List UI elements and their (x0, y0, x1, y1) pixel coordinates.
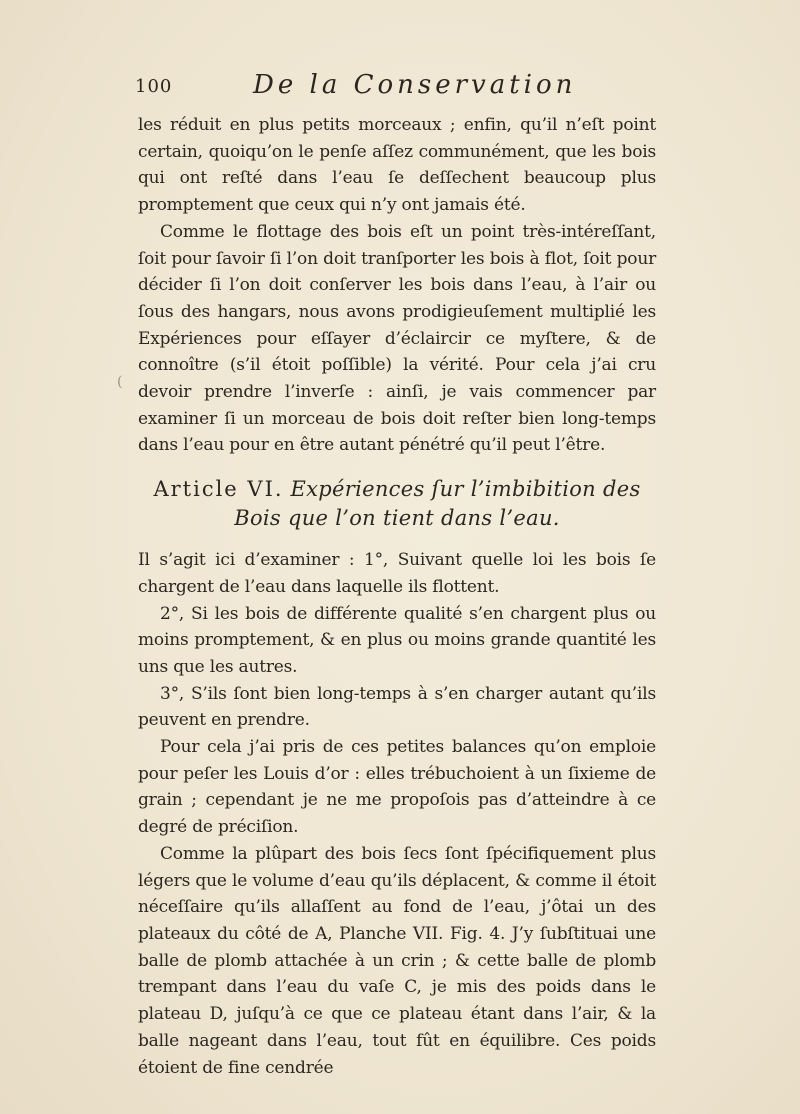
margin-bracket-mark: ( (117, 374, 123, 390)
running-title: De la Conservation (253, 70, 577, 100)
paragraph-point-2: 2°, Si les bois de différente qualité s’en chargent plus ou moins promptement, & en plus ou moins grande quantité les uns que les autres. (138, 603, 656, 677)
paragraph-continuation: les réduit en plus petits morceaux ; enfin, qu’il n’eſt point certain, quoiqu’on le penſe aſſez communément, que les bois qui ont reſté dans l’eau ſe deſſechent beaucoup plus promptement que ceux qui n’y ont jamais été. (138, 115, 656, 216)
page-number: 100 (135, 76, 173, 97)
paragraph-intro: Il s’agit ici d’examiner : 1°, Suivant quelle loi les bois ſe chargent de l’eau dans laquelle ils flottent. (138, 550, 656, 597)
article-label: Article VI. (153, 477, 284, 502)
paragraph-flottage: Comme le flottage des bois eſt un point très-intéreſſant, ſoit pour ſavoir ſi l’on doit tranſporter les bois à flot, ſoit pour décider ſi l’on doit conſerver les bois dans l’eau, à l’air ou ſous des hangars, nous avons prodigieuſement multiplié les Expériences pour eſſayer d’éclaircir ce myſtere, & de connoître (s’il étoit poſſible) la vérité. Pour cela j’ai cru devoir prendre l’inverſe : ainſi, je vais commencer par examiner ſi un morceau de bois doit reſter bien long-temps dans l’eau pour en être autant pénétré qu’il peut l’être. (138, 221, 656, 456)
article-heading (138, 475, 656, 533)
paragraph-plomb: Comme la plûpart des bois ſecs ſont ſpécifiquement plus légers que le volume d’eau qu’ils déplacent, & comme il étoit néceſſaire qu’ils allaſſent au fond de l’eau, j’ôtai un des plateaux du côté de A, Planche VII. Fig. 4. J’y ſubſtituai une balle de plomb attachée à un crin ; & cette balle de plomb trempant dans l’eau du vaſe C, je mis des poids dans le plateau D, juſqu’à ce que ce plateau étant dans l’air, & la balle nageant dans l’eau, tout fût en équilibre. Ces poids étoient de fine cendrée (138, 843, 656, 1078)
article-title: Expériences ſur l’imbibition des Bois que l’on tient dans l’eau. (234, 477, 641, 531)
body-text (138, 112, 656, 1081)
paragraph-point-3: 3°, S’ils ſont bien long-temps à s’en charger autant qu’ils peuvent en prendre. (138, 683, 656, 731)
paragraph-balances: Pour cela j’ai pris de ces petites balances qu’on emploie pour peſer les Louis d’or : elles trébuchoient à un ſixieme de grain ; cependant je ne me propoſois pas d’atteindre à ce degré de préciſion. (138, 737, 656, 838)
running-head (135, 70, 655, 110)
